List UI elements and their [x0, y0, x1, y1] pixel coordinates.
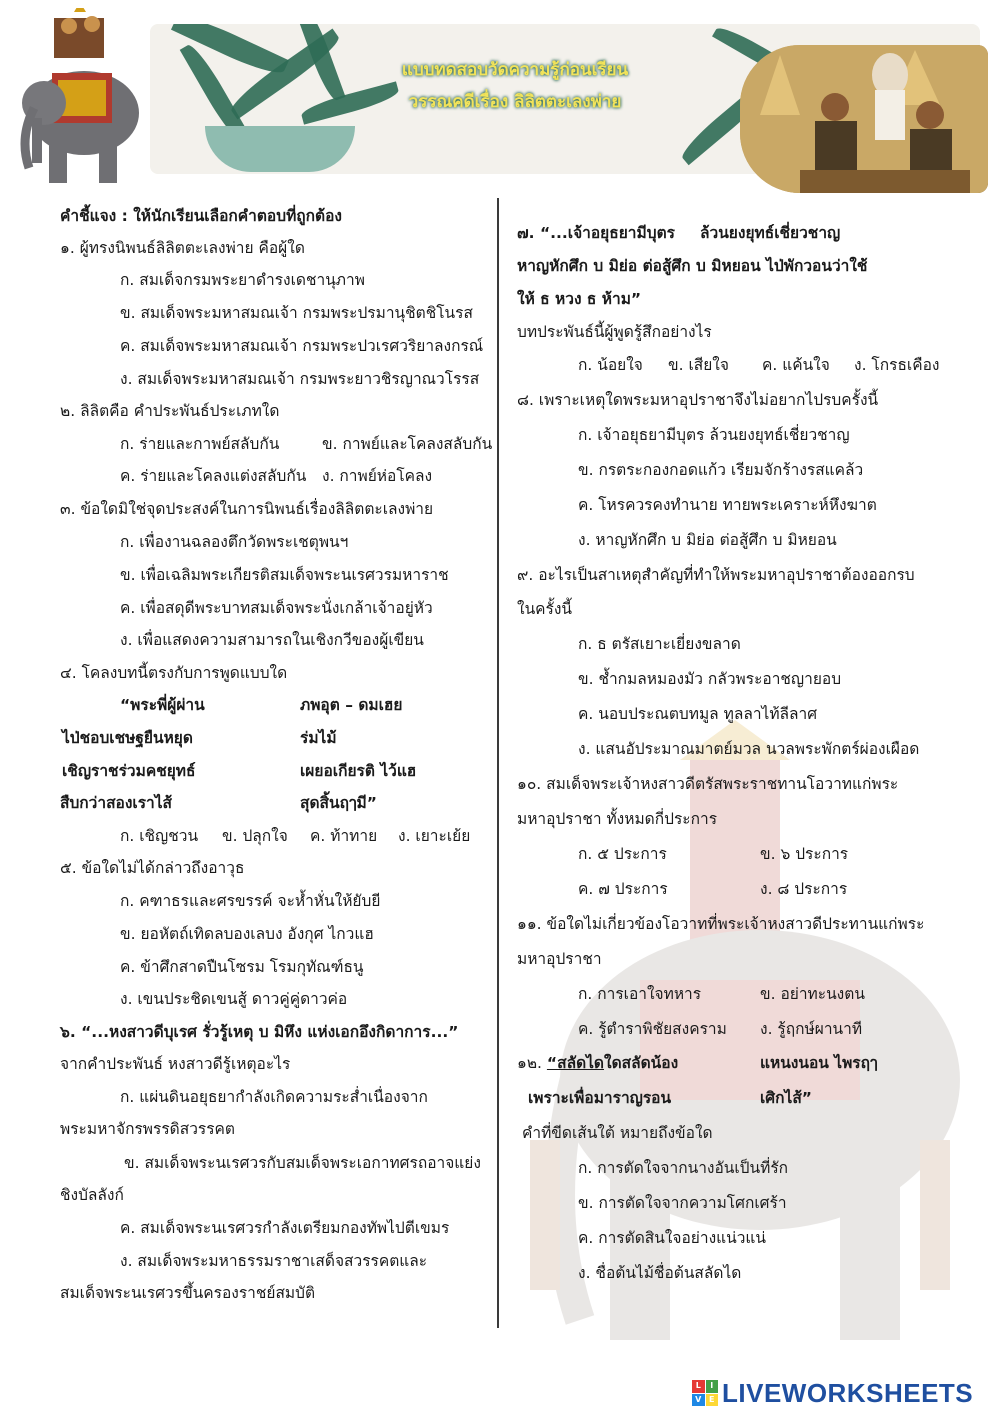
question-6: ๖. “...หงสาวดีบุเรศ รั่วรู้เหตุ บ มิหึง แห่งเอกอึงกิดาการ...” [60, 1023, 459, 1041]
q11-choice-c[interactable]: ค. รู้ตำราพิชัยสงคราม [578, 1020, 727, 1038]
q10-choice-b[interactable]: ข. ๖ ประการ [760, 845, 849, 863]
q10-choice-a[interactable]: ก. ๕ ประการ [578, 845, 667, 863]
question-12 [517, 1050, 678, 1075]
q4-choice-b[interactable]: ข. ปลุกใจ [222, 827, 288, 845]
question-10-cont: มหาอุปราชา ทั้งหมดกี่ประการ [517, 810, 718, 828]
q8-choice-d[interactable]: ง. หาญหักศึก บ มิย่อ ต่อสู้ศึก บ มิหยอน [578, 531, 837, 549]
q6-choice-b[interactable]: ข. สมเด็จพระนเรศวรกับสมเด็จพระเอกาทศรถอาจแย่ง [124, 1154, 481, 1172]
q12-choice-c[interactable]: ค. การตัดสินใจอย่างแน่วแน่ [578, 1229, 767, 1247]
q9-choice-c[interactable]: ค. นอบประณตบทมูล ทูลลาไท้ลีลาศ [578, 705, 818, 723]
question-9-cont: ในครั้งนี้ [517, 600, 573, 618]
q7-poem-line1-right: ล้วนยงยุทธ์เชี่ยวชาญ [700, 224, 841, 242]
question-5: ๕. ข้อใดไม่ได้กล่าวถึงอาวุธ [60, 859, 245, 877]
q3-choice-c[interactable]: ค. เพื่อสดุดีพระบาทสมเด็จพระนั่งเกล้าเจ้าอยู่หัว [120, 599, 433, 617]
q6-choice-c[interactable]: ค. สมเด็จพระนเรศวรกำลังเตรียมกองทัพไปตีเขมร [120, 1219, 450, 1237]
q9-choice-b[interactable]: ข. ช้ำกมลหมองมัว กลัวพระอาชญายอบ [578, 670, 842, 688]
q4-poem-line2-left: ไป่ชอบเชษฐยืนหยุด [62, 729, 193, 747]
q12-poem-line2-right: เศิกไส้” [760, 1089, 812, 1107]
q9-choice-a[interactable]: ก. ธ ตรัสเยาะเยี่ยงขลาด [578, 635, 741, 653]
question-11: ๑๑. ข้อใดไม่เกี่ยวข้องโอวาทที่พระเจ้าหงสาวดีประทานแก่พระ [517, 915, 925, 933]
q12-choice-d[interactable]: ง. ชื่อต้นไม้ชื่อต้นสลัดได [578, 1264, 742, 1282]
q8-choice-b[interactable]: ข. กรตระกองกอดแก้ว เรียมจักร้างรสแคล้ว [578, 461, 864, 479]
q4-choice-d[interactable]: ง. เยาะเย้ย [398, 827, 471, 845]
q5-choice-b[interactable]: ข. ยอหัตถ์เทิดลบองเลบง อังกุศ ไกวแฮ [120, 925, 374, 943]
q1-choice-d[interactable]: ง. สมเด็จพระมหาสมณเจ้า กรมพระยาวชิรญาณวโรรส [120, 370, 480, 388]
logo-letter-i: I [706, 1380, 719, 1393]
question-4: ๔. โคลงบทนี้ตรงกับการพูดแบบใด [60, 664, 288, 682]
q3-choice-d[interactable]: ง. เพื่อแสดงความสามารถในเชิงกวีของผู้เขียน [120, 631, 424, 649]
liveworksheets-logo[interactable] [692, 1378, 973, 1408]
kings-image [740, 45, 988, 193]
column-divider [497, 198, 499, 1328]
question-9: ๙. อะไรเป็นสาเหตุสำคัญที่ทำให้พระมหาอุปราชาต้องออกรบ [517, 566, 915, 584]
q4-poem-line2-right: ร่มไม้ [300, 729, 337, 747]
q7-subtext: บทประพันธ์นี้ผู้พูดรู้สึกอย่างไร [517, 323, 712, 341]
q7-poem-line1-left: ๗. “...เจ้าอยุธยามีบุตร [517, 224, 675, 242]
q7-choice-c[interactable]: ค. แค้นใจ [762, 356, 830, 374]
q12-poem-line2-left: เพราะเพื่อมาราญรอน [528, 1089, 672, 1107]
q6-choice-b-cont[interactable]: ชิงบัลลังก์ [60, 1186, 124, 1204]
q4-choice-c[interactable]: ค. ท้าทาย [310, 827, 378, 845]
q7-choice-b[interactable]: ข. เสียใจ [668, 356, 729, 374]
q12-line1-rest: ใดสลัดน้อง [604, 1054, 679, 1072]
q6-choice-d-cont[interactable]: สมเด็จพระนเรศวรขึ้นครองราชย์สมบัติ [60, 1284, 316, 1302]
q6-choice-a[interactable]: ก. แผ่นดินอยุธยากำลังเกิดความระส่ำเนื่องจาก [120, 1088, 428, 1106]
q12-underlined-word: “สลัดได [546, 1054, 604, 1072]
question-8: ๘. เพราะเหตุใดพระมหาอุปราชาจึงไม่อยากไปรบครั้งนี้ [517, 391, 879, 409]
plant-pot-icon [205, 126, 355, 172]
question-1: ๑. ผู้ทรงนิพนธ์ลิลิตตะเลงพ่าย คือผู้ใด [60, 239, 305, 257]
q4-poem-line1-right: ภพอุต – ดมเฮย [300, 696, 403, 714]
q2-choice-c[interactable]: ค. ร่ายและโคลงแต่งสลับกัน [120, 467, 307, 485]
logo-letter-l: L [692, 1380, 705, 1393]
question-3: ๓. ข้อใดมิใช่จุดประสงค์ในการนิพนธ์เรื่องลิลิตตะเลงพ่าย [60, 500, 434, 518]
q11-choice-b[interactable]: ข. อย่าทะนงตน [760, 985, 865, 1003]
q4-poem-line3-left: เชิญราชร่วมคชยุทธ์ [62, 762, 196, 780]
q8-choice-a[interactable]: ก. เจ้าอยุธยามีบุตร ล้วนยงยุทธ์เชี่ยวชาญ [578, 426, 850, 444]
logo-letter-e: E [706, 1394, 719, 1407]
q6-subtext: จากคำประพันธ์ หงสาวดีรู้เหตุอะไร [60, 1055, 291, 1073]
question-10: ๑๐. สมเด็จพระเจ้าหงสาวดีตรัสพระราชทานโอวาทแก่พระ [517, 775, 899, 793]
logo-letter-v: V [692, 1394, 705, 1407]
q7-poem-line3: ให้ ธ หวง ธ ห้าม” [517, 290, 642, 308]
question-11-cont: มหาอุปราชา [517, 950, 602, 968]
q4-poem-line4-right: สุดสิ้นฤๅมี” [300, 794, 377, 812]
q2-choice-b[interactable]: ข. กาพย์และโคลงสลับกัน [322, 435, 493, 453]
q4-poem-line1-left: “พระพี่ผู้ผ่าน [120, 696, 205, 714]
q5-choice-c[interactable]: ค. ข้าศึกสาดปืนโซรม โรมกุทัณฑ์ธนู [120, 958, 364, 976]
question-2: ๒. ลิลิตคือ คำประพันธ์ประเภทใด [60, 402, 280, 420]
war-elephant-image [14, 8, 146, 188]
q12-poem-line1-right: แหนงนอน ไพรฤๅ [760, 1054, 878, 1072]
q2-choice-a[interactable]: ก. ร่ายและกาพย์สลับกัน [120, 435, 280, 453]
q11-choice-d[interactable]: ง. รู้ฤกษ์ผานาที [760, 1020, 863, 1038]
q10-choice-d[interactable]: ง. ๘ ประการ [760, 880, 848, 898]
q9-choice-d[interactable]: ง. แสนอัประมาณมาตย์มวล นวลพระพักตร์ผ่องเผือด [578, 740, 920, 758]
q4-poem-line4-left: สืบกว่าสองเราไส้ [60, 794, 173, 812]
q5-choice-a[interactable]: ก. คฑาธรและศรขรรค์ จะห้ำหั่นให้ยับยี [120, 892, 381, 910]
q3-choice-b[interactable]: ข. เพื่อเฉลิมพระเกียรติสมเด็จพระนเรศวรมหาราช [120, 566, 449, 584]
q10-choice-c[interactable]: ค. ๗ ประการ [578, 880, 668, 898]
liveworksheets-logo-icon [692, 1380, 718, 1406]
instruction-text: คำชี้แจง : ให้นักเรียนเลือกคำตอบที่ถูกต้อง [60, 207, 342, 225]
q7-poem-line2: หาญหักศึก บ มิย่อ ต่อสู้ศึก บ มิหยอน ไป่พักวอนว่าใช้ [517, 257, 868, 275]
q4-poem-line3-right: เผยอเกียรติ ไว้แฮ [300, 762, 417, 780]
q2-choice-d[interactable]: ง. กาพย์ห่อโคลง [322, 467, 433, 485]
q12-choice-b[interactable]: ข. การตัดใจจากความโศกเศร้า [578, 1194, 787, 1212]
q12-choice-a[interactable]: ก. การตัดใจจากนางอันเป็นที่รัก [578, 1159, 789, 1177]
q4-choice-a[interactable]: ก. เชิญชวน [120, 827, 199, 845]
q1-choice-a[interactable]: ก. สมเด็จกรมพระยาดำรงเดชานุภาพ [120, 271, 365, 289]
page-title: แบบทดสอบวัดความรู้ก่อนเรียน วรรณคดีเรื่อง ลิลิตตะเลงพ่าย [401, 60, 629, 112]
q6-choice-a-cont[interactable]: พระมหาจักรพรรดิสวรรคต [60, 1120, 235, 1138]
q3-choice-a[interactable]: ก. เพื่องานฉลองตึกวัดพระเชตุพนฯ [120, 533, 349, 551]
q1-choice-c[interactable]: ค. สมเด็จพระมหาสมณเจ้า กรมพระปวเรศวริยาลงกรณ์ [120, 337, 484, 355]
q6-choice-d[interactable]: ง. สมเด็จพระมหาธรรมราชาเสด็จสวรรคตและ [120, 1252, 428, 1270]
q7-choice-d[interactable]: ง. โกรธเคือง [854, 356, 940, 374]
q7-choice-a[interactable]: ก. น้อยใจ [578, 356, 643, 374]
q1-choice-b[interactable]: ข. สมเด็จพระมหาสมณเจ้า กรมพระปรมานุชิตชิโนรส [120, 304, 473, 322]
liveworksheets-logo-text: LIVEWORKSHEETS [722, 1377, 974, 1408]
q11-choice-a[interactable]: ก. การเอาใจทหาร [578, 985, 702, 1003]
q8-choice-c[interactable]: ค. โหรควรคงทำนาย ทายพระเคราะห์หึงฆาต [578, 496, 877, 514]
q12-subtext: คำที่ขีดเส้นใต้ หมายถึงข้อใด [522, 1124, 713, 1142]
q5-choice-d[interactable]: ง. เขนประชิดเขนสู้ ดาวคู่คู่ดาวค่อ [120, 990, 348, 1008]
q12-number: ๑๒. [517, 1054, 542, 1072]
